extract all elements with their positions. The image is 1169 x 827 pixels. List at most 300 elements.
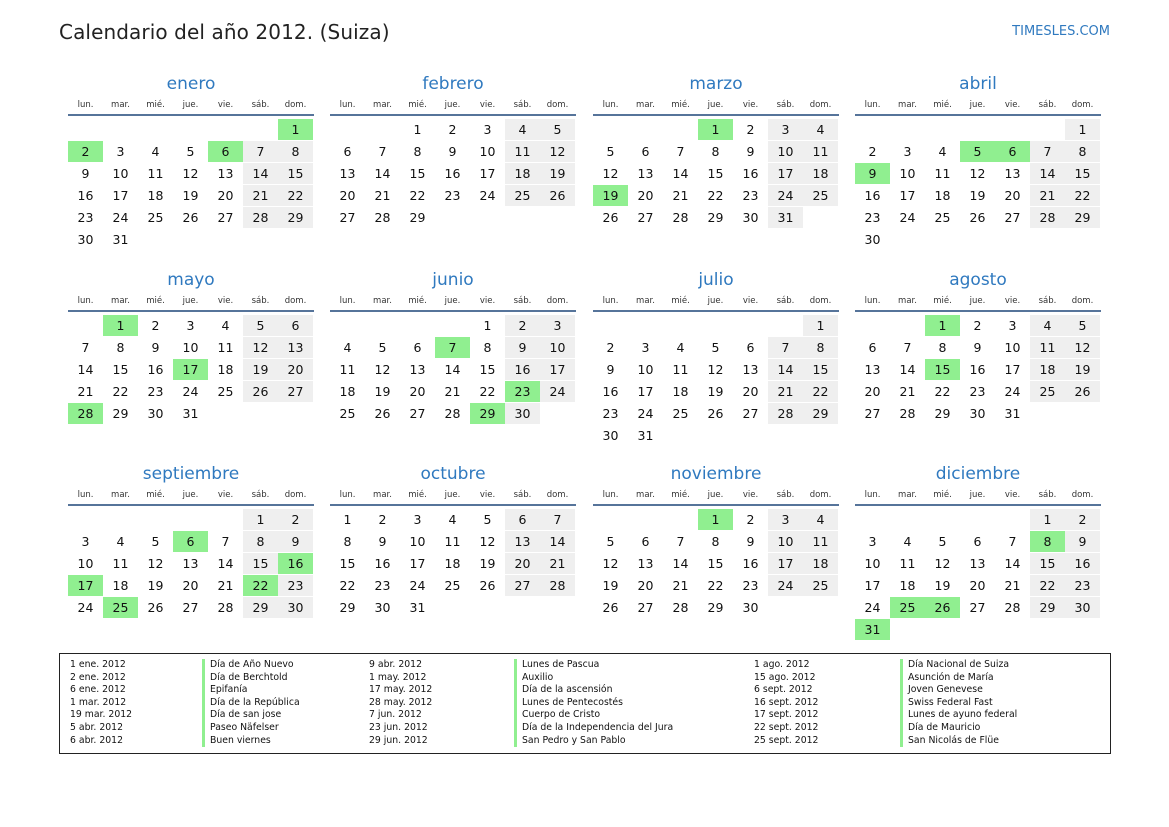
weekend-day-cell: 27 [278, 381, 313, 402]
day-cell: 16 [444, 166, 461, 181]
weekday-label: dom. [284, 100, 307, 110]
day-cell: 18 [444, 556, 461, 571]
day-cell: 2 [448, 122, 457, 137]
weekend-day-cell: 7 [1030, 141, 1065, 162]
holiday-day-cell: 19 [593, 185, 628, 206]
day-cell: 31 [409, 600, 426, 615]
weekday-label: vie. [479, 490, 496, 500]
holiday-day-cell: 7 [435, 337, 470, 358]
holiday-day-cell: 31 [855, 619, 890, 640]
weekend-day-cell: 26 [540, 185, 575, 206]
holiday-day-cell: 8 [1030, 531, 1065, 552]
weekend-day-cell: 28 [540, 575, 575, 596]
week-row [855, 163, 1101, 185]
legend-date: 1 may. 2012 [369, 671, 427, 683]
empty-day-cell [1030, 619, 1065, 640]
day-cell: 13 [742, 362, 759, 377]
legend-holiday-name: San Pedro y San Pablo [514, 735, 673, 748]
week-row [593, 425, 839, 447]
week-row [68, 531, 314, 553]
day-cell: 3 [81, 534, 90, 549]
empty-day-cell [243, 403, 278, 424]
day-cell: 15 [409, 166, 426, 181]
day-cell: 27 [864, 406, 881, 421]
day-cell: 12 [182, 166, 199, 181]
weekend-day-cell: 15 [803, 359, 838, 380]
weekday-label: jue. [969, 100, 986, 110]
weekday-label: jue. [444, 100, 461, 110]
weekday-header [593, 488, 839, 506]
empty-day-cell [173, 119, 208, 140]
weekend-day-cell: 10 [768, 531, 803, 552]
empty-day-cell [1065, 619, 1100, 640]
weekday-label: mié. [933, 100, 952, 110]
weekend-day-cell: 23 [1065, 575, 1100, 596]
weekend-day-cell: 14 [768, 359, 803, 380]
empty-day-cell [208, 119, 243, 140]
weekend-day-cell: 5 [1065, 315, 1100, 336]
day-cell: 20 [637, 188, 654, 203]
legend-holiday-name: Día de la Independencia del Jura [514, 722, 673, 735]
empty-day-cell [243, 229, 278, 250]
week-row [593, 315, 839, 337]
day-cell: 9 [746, 534, 755, 549]
holiday-day-cell: 6 [173, 531, 208, 552]
month-septiembre [68, 464, 314, 619]
legend-dates-col-3 [754, 659, 818, 747]
weekday-label: vie. [742, 296, 759, 306]
day-cell: 5 [151, 534, 160, 549]
weekday-label: jue. [444, 296, 461, 306]
day-cell: 10 [409, 534, 426, 549]
day-cell: 19 [969, 188, 986, 203]
empty-day-cell [173, 229, 208, 250]
day-cell: 22 [479, 384, 496, 399]
day-cell: 7 [1008, 534, 1017, 549]
week-row [855, 359, 1101, 381]
day-cell: 18 [899, 578, 916, 593]
day-cell: 1 [343, 512, 352, 527]
empty-day-cell [470, 207, 505, 228]
legend-holiday-name: Epifanía [202, 684, 300, 697]
month-name: abril [959, 74, 997, 94]
weekend-day-cell: 27 [505, 575, 540, 596]
day-cell: 10 [479, 144, 496, 159]
day-cell: 24 [77, 600, 94, 615]
day-cell: 21 [672, 188, 689, 203]
day-cell: 12 [934, 556, 951, 571]
holiday-day-cell: 26 [925, 597, 960, 618]
weekday-label: lun. [77, 100, 94, 110]
month-name: julio [698, 270, 734, 290]
weekend-day-cell: 21 [1030, 185, 1065, 206]
weekend-day-cell: 13 [505, 531, 540, 552]
weekend-day-cell: 1 [243, 509, 278, 530]
empty-day-cell [890, 229, 925, 250]
weekday-label: vie. [479, 296, 496, 306]
empty-day-cell [435, 315, 470, 336]
day-cell: 10 [112, 166, 129, 181]
week-row [593, 381, 839, 403]
empty-day-cell [1030, 403, 1065, 424]
day-cell: 9 [746, 144, 755, 159]
month-name: febrero [422, 74, 484, 94]
weekday-label: mié. [146, 100, 165, 110]
day-cell: 21 [899, 384, 916, 399]
week-row [855, 575, 1101, 597]
weekday-label: vie. [742, 490, 759, 500]
weekday-label: dom. [809, 100, 832, 110]
weekday-label: lun. [602, 100, 619, 110]
legend-holiday-name: Joven Genevese [900, 684, 1017, 697]
day-cell: 11 [112, 556, 129, 571]
holiday-day-cell: 17 [173, 359, 208, 380]
day-cell: 29 [707, 600, 724, 615]
weekend-day-cell: 11 [505, 141, 540, 162]
legend-holiday-name: Cuerpo de Cristo [514, 709, 673, 722]
month-name: octubre [420, 464, 486, 484]
weekend-day-cell: 28 [243, 207, 278, 228]
legend-names-col-1 [202, 659, 300, 747]
weekend-day-cell: 12 [1065, 337, 1100, 358]
weekend-day-cell: 31 [768, 207, 803, 228]
week-row [855, 229, 1101, 251]
weekend-day-cell: 2 [278, 509, 313, 530]
weekday-label: mié. [671, 296, 690, 306]
legend-date: 19 mar. 2012 [70, 709, 133, 721]
empty-day-cell [698, 425, 733, 446]
weekday-header [330, 98, 576, 116]
day-cell: 16 [742, 556, 759, 571]
week-row [330, 207, 576, 229]
day-cell: 22 [707, 188, 724, 203]
day-cell: 5 [186, 144, 195, 159]
empty-day-cell [803, 425, 838, 446]
weekend-day-cell: 16 [505, 359, 540, 380]
day-cell: 10 [1004, 340, 1021, 355]
weekend-day-cell: 25 [1030, 381, 1065, 402]
weekday-label: dom. [284, 296, 307, 306]
legend-date: 1 mar. 2012 [70, 696, 127, 708]
weekday-label: mar. [373, 100, 392, 110]
weekend-day-cell: 19 [1065, 359, 1100, 380]
legend-names-col-2 [514, 659, 673, 747]
empty-day-cell [890, 619, 925, 640]
empty-day-cell [1065, 229, 1100, 250]
weekend-day-cell: 8 [803, 337, 838, 358]
empty-day-cell [768, 597, 803, 618]
day-cell: 23 [864, 210, 881, 225]
day-cell: 2 [151, 318, 160, 333]
weekend-day-cell: 12 [243, 337, 278, 358]
day-cell: 15 [479, 362, 496, 377]
legend-date: 1 ene. 2012 [70, 659, 126, 670]
day-cell: 24 [479, 188, 496, 203]
day-cell: 12 [602, 556, 619, 571]
week-row [330, 119, 576, 141]
weekend-day-cell: 24 [540, 381, 575, 402]
weekday-header [68, 294, 314, 312]
weekday-label: sáb. [251, 490, 270, 500]
weekday-label: sáb. [1038, 296, 1057, 306]
day-cell: 27 [339, 210, 356, 225]
weekday-label: mié. [933, 490, 952, 500]
week-row [593, 359, 839, 381]
week-row [68, 575, 314, 597]
day-cell: 5 [606, 534, 615, 549]
day-cell: 8 [711, 534, 720, 549]
weekend-day-cell: 25 [803, 575, 838, 596]
day-cell: 4 [676, 340, 685, 355]
empty-day-cell [68, 509, 103, 530]
day-cell: 6 [343, 144, 352, 159]
holiday-day-cell: 25 [890, 597, 925, 618]
day-cell: 23 [602, 406, 619, 421]
week-row [855, 381, 1101, 403]
day-cell: 10 [899, 166, 916, 181]
legend-holiday-name: Día de la ascensión [514, 684, 673, 697]
day-cell: 21 [444, 384, 461, 399]
day-cell: 19 [602, 578, 619, 593]
legend-date: 5 abr. 2012 [70, 721, 124, 733]
legend-dates-col-2 [369, 659, 432, 747]
week-row [330, 531, 576, 553]
day-cell: 4 [221, 318, 230, 333]
empty-day-cell [68, 119, 103, 140]
day-cell: 31 [1004, 406, 1021, 421]
weekend-day-cell: 14 [540, 531, 575, 552]
holiday-day-cell: 6 [995, 141, 1030, 162]
weekend-day-cell: 1 [1030, 509, 1065, 530]
day-cell: 20 [969, 578, 986, 593]
weekday-label: mié. [408, 100, 427, 110]
weekday-label: jue. [707, 296, 724, 306]
day-cell: 8 [116, 340, 125, 355]
empty-day-cell [995, 229, 1030, 250]
empty-day-cell [68, 315, 103, 336]
day-cell: 6 [641, 534, 650, 549]
week-row [68, 381, 314, 403]
weekday-label: vie. [479, 100, 496, 110]
day-cell: 26 [602, 600, 619, 615]
day-cell: 5 [483, 512, 492, 527]
empty-day-cell [330, 315, 365, 336]
weekday-label: mar. [111, 100, 130, 110]
legend-date: 6 ene. 2012 [70, 684, 126, 696]
day-cell: 25 [672, 406, 689, 421]
empty-day-cell [400, 315, 435, 336]
weekend-day-cell: 6 [505, 509, 540, 530]
weekday-label: jue. [444, 490, 461, 500]
day-cell: 3 [903, 144, 912, 159]
day-cell: 8 [483, 340, 492, 355]
weekend-day-cell: 21 [768, 381, 803, 402]
week-row [330, 185, 576, 207]
day-cell: 14 [217, 556, 234, 571]
weekday-label: jue. [707, 100, 724, 110]
day-cell: 17 [1004, 362, 1021, 377]
weekend-day-cell: 13 [278, 337, 313, 358]
day-cell: 29 [409, 210, 426, 225]
week-row [330, 337, 576, 359]
week-row [330, 403, 576, 425]
week-row [593, 185, 839, 207]
day-cell: 7 [221, 534, 230, 549]
legend-holiday-name: Lunes de Pascua [514, 659, 673, 672]
day-cell: 16 [742, 166, 759, 181]
weekday-label: sáb. [513, 296, 532, 306]
week-row [855, 185, 1101, 207]
month-name: marzo [689, 74, 743, 94]
weekend-day-cell: 11 [803, 531, 838, 552]
month-diciembre [855, 464, 1101, 641]
day-cell: 16 [77, 188, 94, 203]
day-cell: 9 [378, 534, 387, 549]
day-cell: 13 [864, 362, 881, 377]
weekend-day-cell: 16 [1065, 553, 1100, 574]
day-cell: 6 [973, 534, 982, 549]
day-cell: 8 [343, 534, 352, 549]
empty-day-cell [1065, 403, 1100, 424]
day-cell: 16 [969, 362, 986, 377]
empty-day-cell [208, 403, 243, 424]
day-cell: 25 [339, 406, 356, 421]
weekday-label: jue. [707, 490, 724, 500]
day-cell: 20 [409, 384, 426, 399]
empty-day-cell [960, 509, 995, 530]
day-cell: 14 [899, 362, 916, 377]
day-cell: 29 [934, 406, 951, 421]
holiday-day-cell: 1 [103, 315, 138, 336]
weekday-label: lun. [864, 296, 881, 306]
day-cell: 18 [934, 188, 951, 203]
weekday-header [593, 98, 839, 116]
legend-holiday-name: Día Nacional de Suiza [900, 659, 1017, 672]
day-cell: 25 [444, 578, 461, 593]
day-cell: 21 [217, 578, 234, 593]
day-cell: 17 [637, 384, 654, 399]
legend-date: 29 jun. 2012 [369, 734, 428, 746]
empty-day-cell [925, 619, 960, 640]
weekend-day-cell: 30 [278, 597, 313, 618]
legend-date: 23 jun. 2012 [369, 721, 428, 733]
day-cell: 31 [182, 406, 199, 421]
day-cell: 11 [444, 534, 461, 549]
week-row [68, 185, 314, 207]
empty-day-cell [995, 509, 1030, 530]
day-cell: 18 [672, 384, 689, 399]
day-cell: 20 [637, 578, 654, 593]
week-row [68, 597, 314, 619]
holiday-day-cell: 22 [243, 575, 278, 596]
empty-day-cell [505, 597, 540, 618]
weekend-day-cell: 29 [278, 207, 313, 228]
day-cell: 27 [409, 406, 426, 421]
weekday-label: lun. [77, 296, 94, 306]
legend-date: 28 may. 2012 [369, 696, 433, 708]
weekend-day-cell: 2 [505, 315, 540, 336]
day-cell: 29 [112, 406, 129, 421]
weekend-day-cell: 19 [540, 163, 575, 184]
empty-day-cell [540, 403, 575, 424]
week-row [855, 337, 1101, 359]
empty-day-cell [925, 229, 960, 250]
day-cell: 23 [742, 188, 759, 203]
empty-day-cell [925, 119, 960, 140]
day-cell: 3 [186, 318, 195, 333]
weekday-label: sáb. [1038, 100, 1057, 110]
week-row [855, 597, 1101, 619]
empty-day-cell [1030, 229, 1065, 250]
weekend-day-cell: 17 [540, 359, 575, 380]
day-cell: 22 [112, 384, 129, 399]
weekday-label: dom. [284, 490, 307, 500]
day-cell: 10 [864, 556, 881, 571]
weekend-day-cell: 8 [278, 141, 313, 162]
day-cell: 23 [77, 210, 94, 225]
holiday-day-cell: 29 [470, 403, 505, 424]
day-cell: 11 [217, 340, 234, 355]
empty-day-cell [890, 315, 925, 336]
month-name: noviembre [670, 464, 762, 484]
day-cell: 19 [479, 556, 496, 571]
week-row [593, 597, 839, 619]
weekday-label: sáb. [251, 100, 270, 110]
weekend-day-cell: 22 [1065, 185, 1100, 206]
weekday-header [330, 294, 576, 312]
week-row [68, 315, 314, 337]
weekend-day-cell: 28 [768, 403, 803, 424]
day-cell: 28 [672, 210, 689, 225]
weekend-day-cell: 18 [803, 163, 838, 184]
week-row [330, 509, 576, 531]
day-cell: 14 [444, 362, 461, 377]
day-cell: 14 [672, 166, 689, 181]
day-cell: 3 [1008, 318, 1017, 333]
week-row [330, 359, 576, 381]
holiday-day-cell: 5 [960, 141, 995, 162]
legend-holiday-name: Paseo Näfelser [202, 722, 300, 735]
weekday-label: mié. [671, 100, 690, 110]
weekday-label: jue. [969, 490, 986, 500]
empty-day-cell [138, 509, 173, 530]
empty-day-cell [278, 229, 313, 250]
day-cell: 17 [864, 578, 881, 593]
day-cell: 4 [448, 512, 457, 527]
day-cell: 30 [969, 406, 986, 421]
empty-day-cell [593, 509, 628, 530]
site-link[interactable]: TIMESLES.COM [1012, 24, 1110, 39]
month-noviembre [593, 464, 839, 619]
day-cell: 27 [217, 210, 234, 225]
legend-holiday-name: Día de Año Nuevo [202, 659, 300, 672]
weekday-label: mar. [373, 490, 392, 500]
day-cell: 5 [378, 340, 387, 355]
weekend-day-cell: 15 [1065, 163, 1100, 184]
day-cell: 9 [606, 362, 615, 377]
day-cell: 5 [938, 534, 947, 549]
day-cell: 27 [182, 600, 199, 615]
weekend-day-cell: 4 [1030, 315, 1065, 336]
empty-day-cell [663, 119, 698, 140]
weekday-label: lun. [339, 490, 356, 500]
weekday-label: dom. [546, 490, 569, 500]
day-cell: 20 [864, 384, 881, 399]
month-agosto [855, 270, 1101, 425]
weekday-label: mar. [636, 490, 655, 500]
day-cell: 26 [374, 406, 391, 421]
day-cell: 26 [707, 406, 724, 421]
